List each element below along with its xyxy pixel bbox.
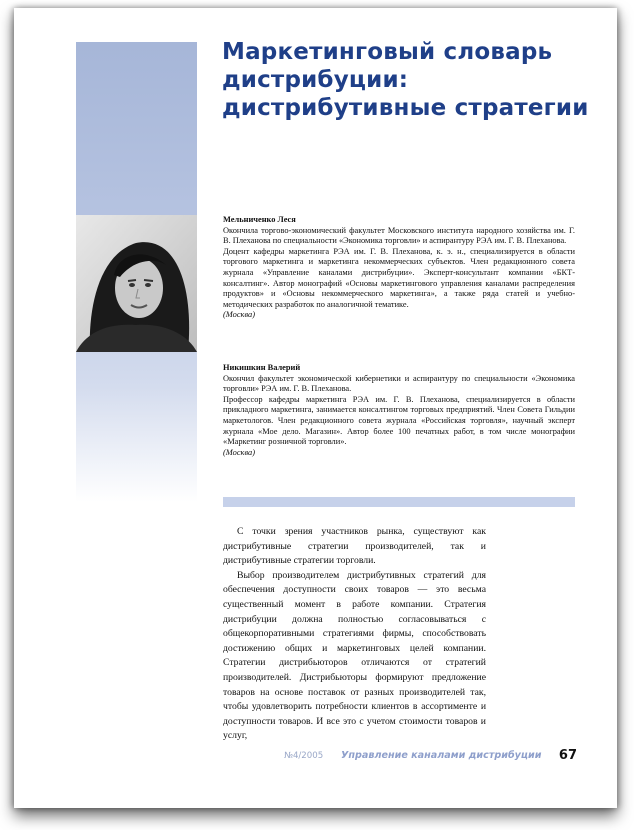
magazine-page [14, 8, 617, 808]
author-city: (Москва) [223, 310, 256, 320]
page-footer [222, 749, 577, 765]
magazine-name: Управление каналами дистрибуции [341, 750, 542, 761]
page-number: 67 [558, 748, 577, 763]
author-city: (Москва) [223, 447, 256, 457]
author-name: Никишкин Валерий [223, 363, 301, 372]
author-bio-paragraph: Окончила торгово-экономический факультет Московского института народного хозяйства им. Г. В. Плеханова по специальности «Экономика торговли» и аспирантуру РЭА им. Г. В. Плеханова. [223, 225, 575, 246]
portrait-illustration [76, 215, 197, 352]
issue-number: №4/2005 [284, 751, 324, 761]
article-title: Маркетинговый словарь дистрибуции: дистрибутивные стратегии [222, 39, 589, 121]
author-bio-2 [223, 363, 575, 458]
author-portrait-photo [76, 215, 197, 352]
author-bio-paragraph: Доцент кафедры маркетинга РЭА им. Г. В. Плеханова, к. э. н., специализируется в области торгового маркетинга и маркетинга некоммерческих субъектов. Член редакционного совета журнала «Управление каналами дистрибуции». Эксперт-консультант компании «БКТ-консалтинг». Автор монографий «Основы маркетингового управления каналами распределения продуктов» и «Основы некоммерческого маркетинга», а также ряда статей и учебно-методических разработок по аналогичной тематике. [223, 246, 575, 309]
author-name: Мельниченко Леся [223, 215, 296, 224]
body-paragraph: Выбор производителем дистрибутивных стратегий для обеспечения доступности своих товаров — это весьма существенный момент в работе компании. Стратегия дистрибуции должна полностью согласовываться с общекорпоративными стратегиями фирмы, способствовать достижению общих и маркетинговых целей компании. Стратегии дистрибьюторов отличаются от стратегий производителей. Дистрибьюторы формируют предложение товаров на основе поставок от разных производителей так, чтобы удовлетворить потребности клиентов в ассортименте и доступности товаров. И все это с учетом стоимости товаров и услуг, [223, 569, 486, 742]
section-divider-bar [223, 497, 575, 507]
body-paragraph: С точки зрения участников рынка, существуют как дистрибутивные стратегии производителей, так и дистрибутивные стратегии торговли. [223, 526, 486, 567]
author-bio-paragraph: Профессор кафедры маркетинга РЭА им. Г. В. Плеханова, специализируется в области прикладного маркетинга, занимается консалтингом торговых предприятий. Член Совета Гильдии маркетологов. Член редакционного совета журнала «Российская торговля», научный эксперт журнала «Мое дело. Магазин». Автор более 100 печатных работ, в том числе монографии «Маркетинг розничной торговли». [223, 394, 575, 447]
article-body [223, 525, 486, 744]
author-bio-1 [223, 215, 575, 321]
author-bio-paragraph: Окончил факультет экономической кибернетики и аспирантуру по специальности «Экономика торговли» РЭА им. Г. В. Плеханова. [223, 373, 575, 394]
